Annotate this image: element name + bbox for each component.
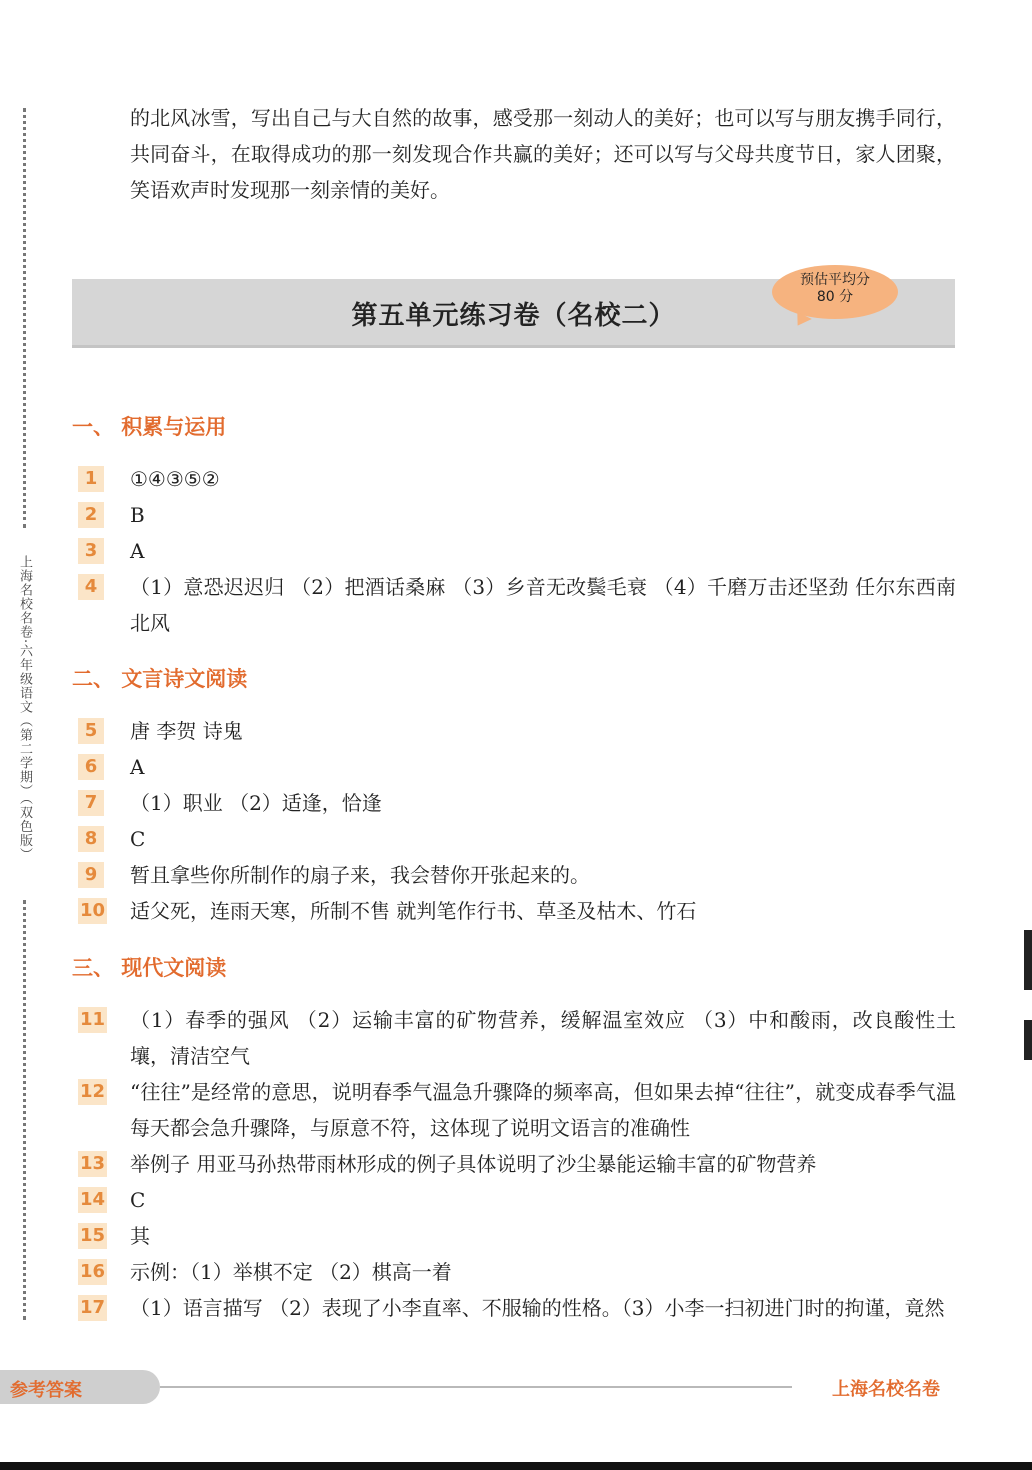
- answer-text: 暂且拿些你所制作的扇子来，我会替你开张起来的。: [130, 863, 590, 887]
- answer-item: [72, 749, 956, 785]
- answer-item: [72, 1290, 956, 1326]
- score-badge: [772, 265, 898, 319]
- question-number: 9: [78, 862, 104, 888]
- answer-text: 适父死，连雨天寒，所制不售 就判笔作行书、草圣及枯木、竹石: [130, 899, 697, 923]
- question-number: 14: [78, 1187, 107, 1213]
- answer-item: [72, 497, 956, 533]
- question-number: 6: [78, 754, 104, 780]
- question-number: 10: [78, 898, 107, 924]
- answer-text: C: [130, 1188, 146, 1212]
- answer-item: [72, 1074, 956, 1146]
- question-number: 8: [78, 826, 104, 852]
- question-number: 11: [78, 1007, 107, 1033]
- answer-item: [72, 1146, 956, 1182]
- question-number: 7: [78, 790, 104, 816]
- question-number: 1: [78, 466, 104, 492]
- section-title-3: 三、 现代文阅读: [72, 956, 227, 980]
- answer-list-1: [72, 461, 956, 641]
- edge-mark: [1024, 930, 1032, 990]
- footer-divider: [160, 1386, 792, 1388]
- intro-paragraph: 的北风冰雪，写出自己与大自然的故事，感受那一刻动人的美好；也可以写与朋友携手同行，共同奋斗，在取得成功的那一刻发现合作共赢的美好；还可以写与父母共度节日，家人团聚，笑语欢声时发现那一刻亲情的美好。: [130, 106, 956, 202]
- side-label: 上海名校名卷·六年级语文（第二学期）（双色版）: [17, 555, 32, 862]
- answer-item: [72, 533, 956, 569]
- answer-text: （1）职业 （2）适逢，恰逢: [130, 791, 382, 815]
- answer-item: [72, 857, 956, 893]
- question-number: 13: [78, 1151, 107, 1177]
- footer-answer-tab: [0, 1370, 160, 1404]
- question-number: 4: [78, 574, 104, 600]
- answer-list-2: [72, 713, 956, 929]
- answer-text: C: [130, 827, 146, 851]
- answer-text: 举例子 用亚马孙热带雨林形成的例子具体说明了沙尘暴能运输丰富的矿物营养: [130, 1152, 817, 1176]
- question-number: 16: [78, 1259, 107, 1285]
- footer-left-label: 参考答案: [10, 1380, 82, 1401]
- question-number: 15: [78, 1223, 107, 1249]
- question-number: 3: [78, 538, 104, 564]
- scan-edge-bar: [0, 1462, 1032, 1470]
- question-number: 2: [78, 502, 104, 528]
- answer-text: （1）语言描写 （2）表现了小李直率、不服输的性格。（3）小李一扫初进门时的拘谨，竟然: [130, 1296, 945, 1320]
- answer-text: A: [130, 539, 145, 563]
- side-dotted-line-bottom: [23, 900, 26, 1320]
- footer-brand: 上海名校名卷: [832, 1379, 940, 1400]
- side-dotted-line-top: [23, 108, 26, 528]
- section-title-1: 一、 积累与运用: [72, 415, 227, 439]
- section-title-2: 二、 文言诗文阅读: [72, 667, 248, 691]
- answer-text: B: [130, 503, 145, 527]
- answer-text: “往往”是经常的意思，说明春季气温急升骤降的频率高，但如果去掉“往往”，就变成春季气温每天都会急升骤降，与原意不符，这体现了说明文语言的准确性: [130, 1080, 956, 1140]
- question-number: 12: [78, 1079, 107, 1105]
- answer-item: [72, 1182, 956, 1218]
- answer-item: [72, 461, 956, 497]
- answer-item: [72, 1002, 956, 1074]
- answer-item: [72, 1218, 956, 1254]
- answer-item: [72, 893, 956, 929]
- answer-item: [72, 1254, 956, 1290]
- badge-label: 预估平均分: [800, 272, 870, 288]
- banner-title: 第五单元练习卷（名校二）: [351, 301, 676, 331]
- answer-text: 示例：（1）举棋不定 （2）棋高一着: [130, 1260, 452, 1284]
- answer-item: [72, 713, 956, 749]
- answer-item: [72, 821, 956, 857]
- answer-list-3: [72, 1002, 956, 1326]
- answer-text: （1）春季的强风 （2）运输丰富的矿物营养，缓解温室效应 （3）中和酸雨，改良酸性土壤，清洁空气: [130, 1008, 956, 1068]
- answer-text: A: [130, 755, 145, 779]
- answer-text: 其: [130, 1224, 150, 1248]
- answer-item: [72, 569, 956, 641]
- answer-text: ①④③⑤②: [130, 467, 220, 491]
- answer-text: 唐 李贺 诗鬼: [130, 719, 243, 743]
- question-number: 17: [78, 1295, 107, 1321]
- badge-score: 80 分: [816, 289, 854, 305]
- question-number: 5: [78, 718, 104, 744]
- answer-item: [72, 785, 956, 821]
- answer-text: （1）意恐迟迟归 （2）把酒话桑麻 （3）乡音无改鬓毛衰 （4）千磨万击还坚劲 任尔东西南北风: [130, 575, 956, 635]
- edge-mark: [1024, 1020, 1032, 1060]
